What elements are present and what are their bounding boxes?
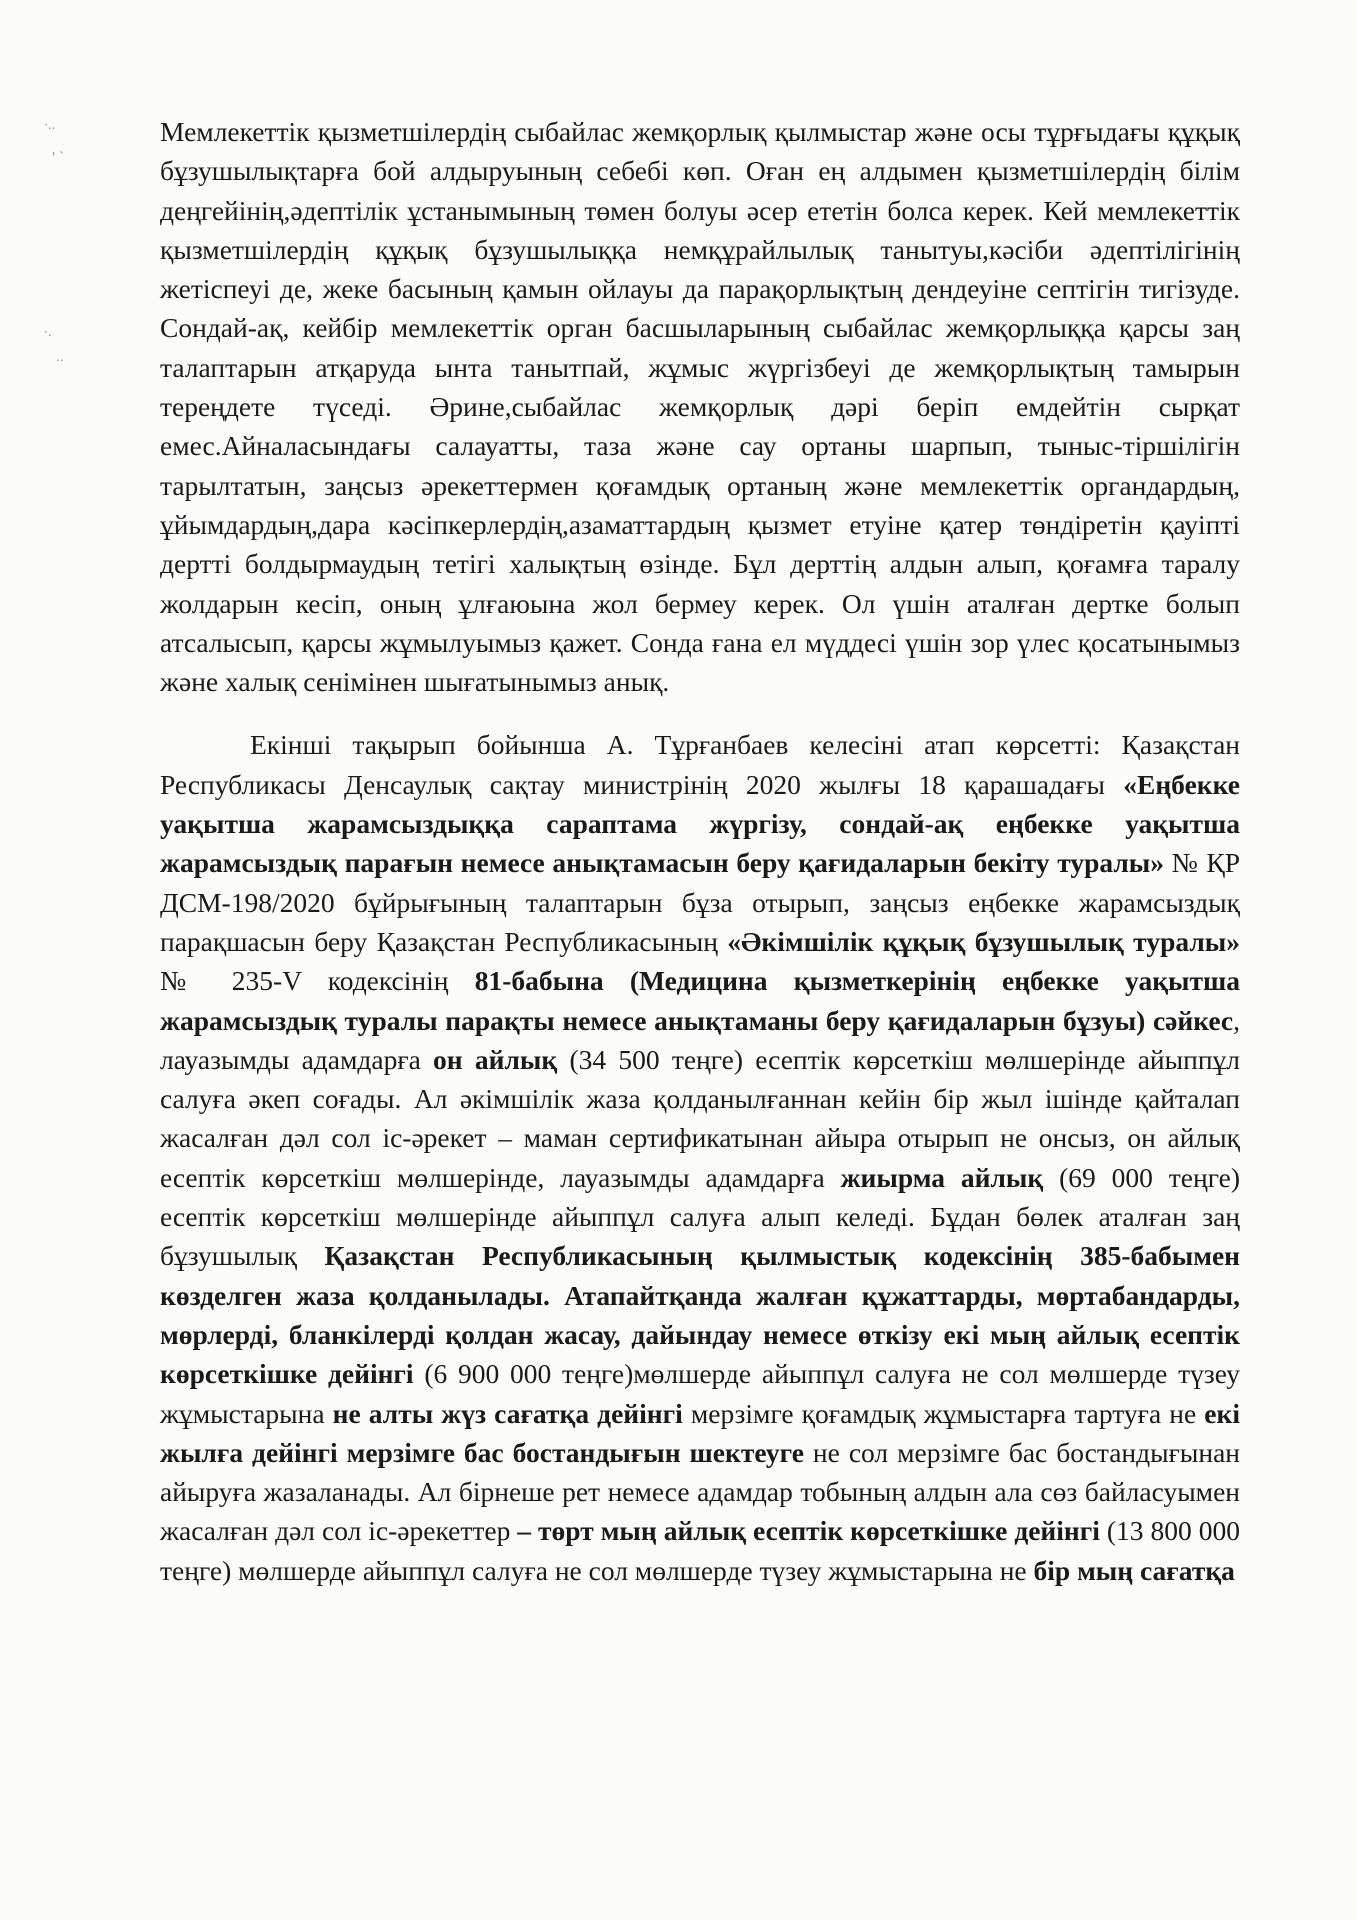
text-segment: мерзімге қоғамдық жұмыстарға тартуға не bbox=[682, 1397, 1205, 1429]
bold-text-segment: жиырма айлық bbox=[840, 1161, 1044, 1193]
bold-text-segment: Қазақстан Республикасының қылмыстық кодексінің 385-бабымен көзделген жаза қолданылады. Атапайтқанда жалған құжаттарды, мөртабандарды, мөрлерді, бланкілерді қолдан жасау, дайындау немесе өткізу екі мың айлық есептік көрсеткішке дейінгі bbox=[160, 1240, 1240, 1390]
text-segment: Екінші тақырып бойынша А. Тұрғанбаев келесіні атап көрсетті: Қазақстан Республикасы Денсаулық сақтау министрінің 2020 жылғы 18 қарашадағы bbox=[160, 729, 1240, 800]
scan-speck: ·. bbox=[44, 325, 52, 339]
text-segment: № ҚР ДСМ-198/2020 бұйрығының талаптарын бұза отырып, заңсыз еңбекке жарамсыздық парақшасын беру Қазақстан Республикасының bbox=[160, 847, 1240, 957]
text-segment: № 235-V кодексінің bbox=[160, 965, 475, 997]
text-segment: (34 500 теңге) есептік көрсеткіш мөлшерінде айыппұл салуға әкеп соғады. Ал әкімшілік жаза қолданылғаннан кейін бір жыл ішінде қайталап жасалған дәл сол іс-әрекет – маман сертификатынан айыра отырып не онсыз, он айлық есептік көрсеткіш мөлшерінде, лауазымды адамдарға bbox=[160, 1043, 1241, 1193]
bold-text-segment: не алты жүз сағатқа дейінгі bbox=[332, 1397, 683, 1429]
paragraph-2 bbox=[160, 725, 1240, 1590]
scan-speck: ' ` bbox=[52, 150, 66, 164]
bold-text-segment: екі жылға дейінгі мерзімге бас бостандығын шектеуге bbox=[160, 1397, 1240, 1468]
paragraph-1 bbox=[160, 112, 1240, 701]
document-page bbox=[160, 112, 1240, 1590]
text-segment: Мемлекеттік қызметшілердің сыбайлас жемқорлық қылмыстар және осы тұрғыдағы құқық бұзушылықтарға бой алдыруының себебі көп. Оған ең алдымен қызметшілердің білім деңгейінің,әдептілік ұстанымының төмен болуы әсер ететін болса керек. Кей мемлекеттік қызметшілердің құқық бұзушылыққа немқұрайлылық танытуы,кәсіби әдептілігінің жетіспеуі де, жеке басының қамын ойлауы да парақорлықтың дендеуіне септігін тигізуде. Сондай-ақ, кейбір мемлекеттік орган басшыларының сыбайлас жемқорлыққа қарсы заң талаптарын атқаруда ынта танытпай, жұмыс жүргізбеуі де жемқорлықтың тамырын тереңдете түседі. Әрине,сыбайлас жемқорлық дәрі беріп емдейтін сырқат емес.Айналасындағы салауатты, таза және сау ортаны шарпып, тыныс-тіршілігін тарылтатын, заңсыз әрекеттермен қоғамдық ортаның және мемлекеттік органдардың, ұйымдардың,дара кәсіпкерлердің,азаматтардың қызмет етуіне қатер төндіретін қауіпті дертті болдырмаудың тетігі халықтың өзінде. Бұл дерттің алдын алып, қоғамға таралу жолдарын кесіп, оның ұлғаюына жол бермеу керек. Ол үшін аталған дертке болып атсалысып, қарсы жұмылуымыз қажет. Сонда ғана ел мүддесі үшін зор үлес қосатынымыз және халық сенімінен шығатынымыз анық. bbox=[160, 116, 1240, 698]
scan-speck: ·.. bbox=[44, 118, 56, 132]
bold-text-segment: бір мың сағатқа bbox=[1033, 1554, 1235, 1586]
scan-speck: .. bbox=[56, 350, 64, 364]
text-segment: (13 800 000 теңге) мөлшерде айыппұл салуға не сол мөлшерде түзеу жұмыстарына не bbox=[160, 1515, 1240, 1586]
text-segment: не сол мерзімге бас бостандығынан айыруға жазаланады. Ал бірнеше рет немесе адамдар тобының алдын ала сөз байласуымен жасалған дәл сол іс-әрекеттер bbox=[160, 1436, 1241, 1547]
bold-text-segment: он айлық bbox=[433, 1043, 558, 1075]
text-segment: (69 000 теңге) есептік көрсеткіш мөлшерінде айыппұл салуға алып келеді. Бұдан бөлек аталған заң бұзушылық bbox=[160, 1161, 1240, 1272]
bold-text-segment: «Еңбекке уақытша жарамсыздыққа сараптама жүргізу, сондай-ақ еңбекке уақытша жарамсыздық парағын немесе анықтамасын беру қағидаларын бекіту туралы» bbox=[160, 768, 1240, 879]
text-segment: (6 900 000 теңге)мөлшерде айыппұл салуға не сол мөлшерде түзеу жұмыстарына bbox=[160, 1358, 1240, 1429]
bold-text-segment: – төрт мың айлық есептік көрсеткішке дейінгі bbox=[517, 1515, 1100, 1547]
text-segment: , лауазымды адамдарға bbox=[160, 1004, 1240, 1075]
bold-text-segment: «Әкімшілік құқық бұзушылық туралы» bbox=[727, 925, 1241, 957]
bold-text-segment: 81-бабына (Медицина қызметкерінің еңбекке уақытша жарамсыздық туралы парақты немесе анықтаманы беру қағидаларын бұзуы) сәйкес bbox=[160, 965, 1240, 1036]
